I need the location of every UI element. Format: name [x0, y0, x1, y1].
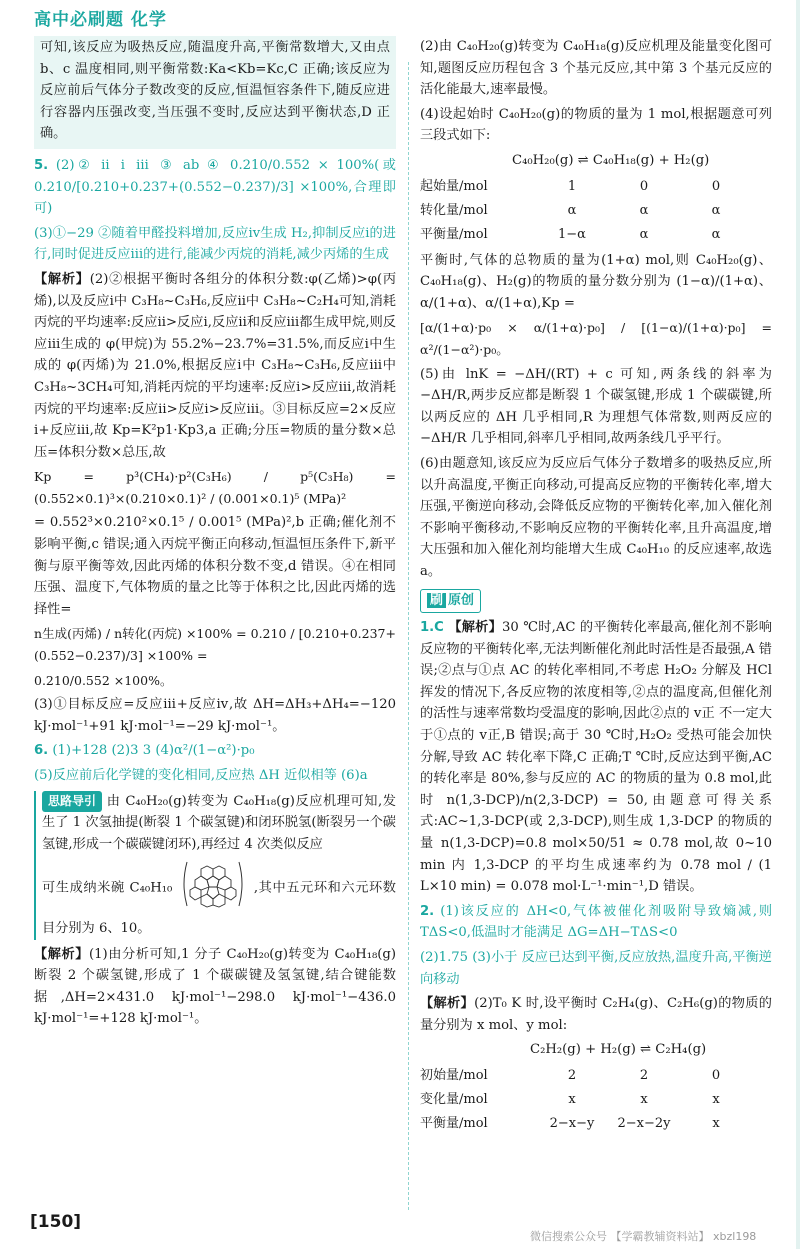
- section-original-tag: 刷 原创: [420, 589, 481, 613]
- think-guide: 思路导引 由 C₄₀H₂₀(g)转变为 C₄₀H₁₈(g)反应机理可知,发生了 1 次氢抽提(断裂 1 个碳氢键)和闭环脱氢(断裂另一个碳氢键,形成一个碳碳键闭环),再经过 4 次类似反应 可生成纳米碗 C₄₀H₁₀ ,其中五元环和六元环数目分别为 6、10。: [34, 791, 396, 940]
- q6-explanation-1: 【解析】(1)由分析可知,1 分子 C₄₀H₂₀(g)转变为 C₄₀H₁₈(g)断裂 2 个碳氢键,形成了 1 个碳碳键及氢氢键,结合键能数据,ΔH=2×431.0 kJ·mol⁻¹−298.0 kJ·mol⁻¹−436.0 kJ·mol⁻¹=+128 kJ·mol⁻¹。: [34, 946, 396, 1027]
- q6-answer-a: 6. (1)+128 (2)3 3 (4)α²/(1−α²)·p₀: [34, 743, 255, 759]
- row-label: 转化量/mol: [420, 202, 488, 218]
- row-value: 2−x−y: [549, 1116, 595, 1132]
- r-paragraph-1: (2)由 C₄₀H₂₀(g)转变为 C₄₀H₁₈(g)反应机理及能量变化图可知,题图反应历程包含 3 个基元反应,其中第 3 个基元反应的活化能最大,速率最慢。: [420, 39, 772, 98]
- row-value: x: [640, 1092, 648, 1108]
- row-value: 0: [639, 178, 649, 194]
- r-q2-answer-a: 2. (1)该反应的 ΔH<0,气体被催化剂吸附导致熵减,则 TΔS<0,低温时才能满足 ΔG=ΔH−TΔS<0: [420, 903, 773, 941]
- question-5-block: [34, 155, 396, 737]
- r-q2-number: 2.: [420, 903, 435, 919]
- equilibrium-table-2: [420, 1064, 752, 1136]
- question-6-block: [34, 740, 396, 1030]
- think-guide-tag: 思路导引: [42, 791, 102, 813]
- row-value: x: [568, 1092, 576, 1108]
- q5-formula-kp-result: = 0.552³×0.210²×0.1⁵ / 0.001⁵ (MPa)²,b 正确;催化剂不影响平衡,c 错误;通入丙烷平衡正向移动,恒温恒压条件下,新平衡与原平衡等效,因此丙烯的体积分数不变,d 错误。④在相同压强、温度下,气体物质的量之比等于体积之比,因此丙烯的选择性=: [34, 515, 396, 617]
- r-q2-answer-b: (2)1.75 (3)小于 反应已达到平衡,反应放热,温度升高,平衡逆向移动: [420, 949, 772, 987]
- r-formula-kp: [α/(1+α)·p₀ × α/(1+α)·p₀] / [(1−α)/(1+α)·p₀] = α²/(1−α²)·p₀。: [420, 320, 772, 357]
- table-row: [420, 1064, 752, 1088]
- row-value: 2: [567, 1068, 577, 1084]
- q5-formula-selectivity: n生成(丙烯) / n转化(丙烷) ×100% = 0.210 / [0.210+0.237+(0.552−0.237)/3] ×100% =: [34, 626, 396, 664]
- q6-number: 6.: [34, 743, 49, 759]
- q5-explanation-2: (3)①目标反应=反应ⅲ+反应ⅳ,故 ΔH=ΔH₃+ΔH₄=−120 kJ·mol⁻¹+91 kJ·mol⁻¹=−29 kJ·mol⁻¹。: [34, 697, 396, 734]
- table-row: [420, 223, 752, 247]
- r-paragraph-3: 平衡时,气体的总物质的量为(1+α) mol,则 C₄₀H₂₀(g)、C₄₀H₁₈(g)、H₂(g)的物质的量分数分别为 (1−α)/(1+α)、α/(1+α)、α/(1+α),Kp =: [420, 252, 772, 311]
- row-label: 平衡量/mol: [420, 226, 488, 242]
- row-value: α: [639, 202, 649, 218]
- row-value: x: [712, 1116, 720, 1132]
- r-paragraph-5: (6)由题意知,该反应为反应后气体分子数增多的吸热反应,所以升高温度,平衡正向移动,可提高反应物的平衡转化率,增大压强,平衡逆向移动,会降低反应物的平衡转化率,加入催化剂不影响平衡移动,不影响反应物的平衡转化率,且升高温度,增大压强和加入催化剂均能增大生成 C₄₀H₁₀ 的反应速率,故选 a。: [420, 455, 772, 579]
- three-stage-table-1: [420, 150, 772, 247]
- row-value: 2−x−2y: [617, 1116, 671, 1132]
- q5-explanation-1: 【解析】(2)②根据平衡时各组分的体积分数:φ(乙烯)>φ(丙烯),以及反应ⅰ中 C₃H₈~C₃H₆,反应ⅱ中 C₃H₈~C₂H₄可知,消耗丙烷的平均速率:反应ⅱ>反应ⅰ,反应ⅱ和反应ⅲ都生成甲烷,则反应ⅲ生成的 φ(甲烷)为 55.2%−23.7%=31.5%,而反应ⅰ中生成的 φ(丙烯)为 21.0%,根据反应ⅰ中 C₃H₈~C₃H₆,反应ⅲ中 C₃H₈~3CH₄可知,消耗丙烷的平均速率:反应ⅰ>反应ⅲ,故消耗丙烷的平均速率:反应ⅱ>反应ⅰ>反应ⅲ。③目标反应=2×反应ⅰ+反应ⅲ,故 Kp=K²p1·Kp3,a 正确;分压=物质的量分数×总压=体积分数×总压,故: [34, 271, 397, 460]
- row-value: 1: [567, 178, 577, 194]
- left-column: [34, 36, 396, 1033]
- equation-2: C₂H₂(g) + H₂(g) ⇌ C₂H₄(g): [530, 1042, 707, 1058]
- row-value: α: [567, 202, 577, 218]
- footer-watermark: 微信搜索公众号 【学霸教辅资料站】 xbzl198: [530, 1230, 757, 1243]
- q5-formula-selectivity-result: 0.210/0.552 ×100%。: [34, 672, 173, 688]
- row-value: α: [639, 226, 649, 242]
- page-number: [150]: [30, 1212, 82, 1232]
- row-value: 0: [711, 178, 721, 194]
- page-header-title: 高中必刷题 化学: [34, 10, 167, 30]
- q6-answer-b: (5)反应前后化学键的变化相同,反应热 ΔH 近似相等 (6)a: [34, 768, 368, 783]
- row-value: 1−α: [558, 226, 586, 242]
- column-divider: [408, 62, 409, 1210]
- row-label: 变化量/mol: [420, 1092, 488, 1108]
- nanobowl-molecule-icon: [181, 858, 245, 918]
- row-value: α: [711, 202, 721, 218]
- three-stage-table-2: [420, 1039, 772, 1136]
- q5-number: 5.: [34, 157, 49, 173]
- table-row: [420, 175, 752, 199]
- row-label: 平衡量/mol: [420, 1116, 488, 1132]
- row-value: α: [711, 226, 721, 242]
- equilibrium-table-1: [420, 175, 752, 247]
- r-paragraph-2: (4)设起始时 C₄₀H₂₀(g)的物质的量为 1 mol,根据题意可列三段式如下:: [420, 106, 772, 144]
- table-row: [420, 1112, 752, 1136]
- row-value: x: [712, 1092, 720, 1108]
- r-q1-number: 1.C: [420, 620, 444, 636]
- row-value: 2: [639, 1068, 649, 1084]
- r-q1-block: 1.C 【解析】30 ℃时,AC 的平衡转化率最高,催化剂不影响反应物的平衡转化率,无法判断催化剂此时活性是否最强,A 错误;②点与①点 AC 的转化率相同,不考虑 H₂O₂ 分解及 HCl 挥发的情况下,各反应物的浓度相等,②点的温度高,但催化剂的活性与速率常数均受温度的影响,因此②点的 v正 不一定大于①点的 v正,B 错误;高于 30 ℃时,H₂O₂ 受热可能会加快分解,导致 AC 转化率下降,C 正确;T ℃时,反应达到平衡,AC 的转化率是 80%,参与反应的 AC 的物质的量为 0.8 mol,此时 n(1,3-DCP)/n(2,3-DCP) = 50,由题意可得关系式:AC~1,3-DCP(或 2,3-DCP),则生成 1,3-DCP 的物质的量 n(1,3-DCP)=0.8 mol×50/51 ≈ 0.78 mol,故 0~10 min 内 1,3-DCP 的平均生成速率约为 0.78 mol / (1 L×10 min) = 0.078 mol·L⁻¹·min⁻¹,D 错误。: [420, 620, 772, 895]
- right-column: [420, 36, 772, 1139]
- table-row: [420, 199, 752, 223]
- continued-explanation: [34, 36, 396, 149]
- q5-formula-kp: Kp = p³(CH₄)·p²(C₃H₆) / p⁵(C₃H₈) = (0.552×0.1)³×(0.210×0.1)² / (0.001×0.1)⁵ (MPa)²: [34, 469, 396, 506]
- row-label: 起始量/mol: [420, 178, 488, 194]
- q5-answer-b: (3)①−29 ②随着甲醛投料增加,反应ⅳ生成 H₂,抑制反应ⅰ的进行,同时促进反应ⅲ的进行,能减少丙烷的消耗,减少丙烯的生成: [34, 225, 396, 263]
- equation-1: C₄₀H₂₀(g) ⇌ C₄₀H₁₈(g) + H₂(g): [512, 152, 710, 168]
- row-value: 0: [711, 1068, 721, 1084]
- q5-answer-a: 5. (2)② ⅱ ⅰ ⅲ ③ ab ④ 0.210/0.552 × 100%(或 0.210/[0.210+0.237+(0.552−0.237)/3] ×100%,合理即可): [34, 157, 396, 217]
- row-label: 初始量/mol: [420, 1068, 488, 1084]
- r-q2-explanation: 【解析】(2)T₀ K 时,设平衡时 C₂H₄(g)、C₂H₆(g)的物质的量分别为 x mol、y mol:: [420, 996, 772, 1033]
- table-row: [420, 1088, 752, 1112]
- paragraph-top: 可知,该反应为吸热反应,随温度升高,平衡常数增大,又由点 b、c 温度相同,则平衡常数:Ka<Kb=Kc,C 正确;该反应为反应前后气体分子数改变的反应,恒温恒容条件下,随反应进行容器内压强改变,当压强不变时,反应达到平衡状态,D 正确。: [40, 40, 390, 142]
- r-paragraph-4: (5)由 lnK = −ΔH/(RT) + c 可知,两条线的斜率为 −ΔH/R,两步反应都是断裂 1 个碳氢键,形成 1 个碳碳键,所以两反应的 ΔH 几乎相同,R 为理想气体常数,则两反应的 −ΔH/R 几乎相同,斜率几乎相同,故两条线几乎平行。: [420, 366, 772, 447]
- page-edge-strip: [796, 0, 800, 1249]
